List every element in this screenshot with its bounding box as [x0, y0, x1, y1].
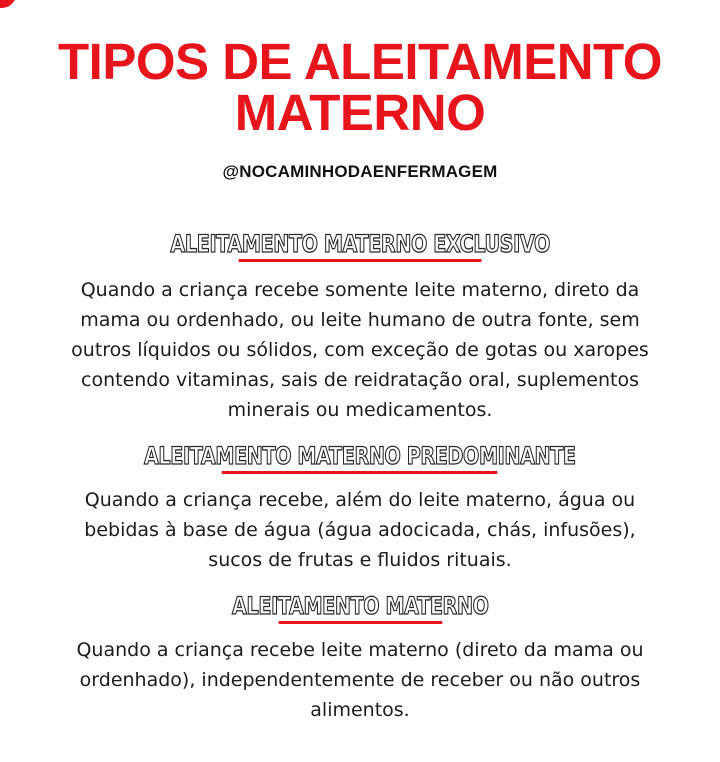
text-line: bebidas à base de água (água adocicada, chás, infusões),: [84, 519, 636, 541]
section-text-materno: [40, 635, 680, 725]
page-title-line-2: MATERNO: [234, 84, 486, 141]
text-line: Quando a criança recebe leite materno (direto da mama ou: [76, 639, 644, 661]
page-title: [0, 33, 720, 141]
text-line: Quando a criança recebe, além do leite materno, água ou: [84, 489, 636, 511]
text-line: sucos de frutas e fluidos rituais.: [208, 549, 512, 571]
section-text-predominante: [40, 485, 680, 575]
section-text-exclusivo: [40, 275, 680, 425]
section-heading-text: ALEITAMENTO MATERNO PREDOMINANTE: [144, 442, 576, 470]
corner-decoration: [0, 0, 16, 8]
section-heading-text: ALEITAMENTO MATERNO: [231, 592, 489, 620]
text-line: contendo vitaminas, sais de reidratação oral, suplementos: [81, 369, 639, 391]
section-heading-text: ALEITAMENTO MATERNO EXCLUSIVO: [170, 230, 550, 258]
page-title-line-1: TIPOS DE ALEITAMENTO: [58, 33, 662, 90]
section-heading-exclusivo: [0, 229, 720, 262]
text-line: outros líquidos ou sólidos, com exceção de gotas ou xaropes: [71, 339, 649, 361]
text-line: ordenhado), independentemente de receber ou não outros: [79, 669, 641, 691]
section-heading-predominante: [0, 441, 720, 474]
text-line: alimentos.: [310, 699, 410, 721]
text-line: Quando a criança recebe somente leite materno, direto da: [80, 279, 640, 301]
section-heading-materno: [0, 591, 720, 624]
text-line: mama ou ordenhado, ou leite humano de outra fonte, sem: [80, 309, 640, 331]
text-line: minerais ou medicamentos.: [227, 399, 493, 421]
author-handle: @NOCAMINHODAENFERMAGEM: [222, 162, 498, 181]
